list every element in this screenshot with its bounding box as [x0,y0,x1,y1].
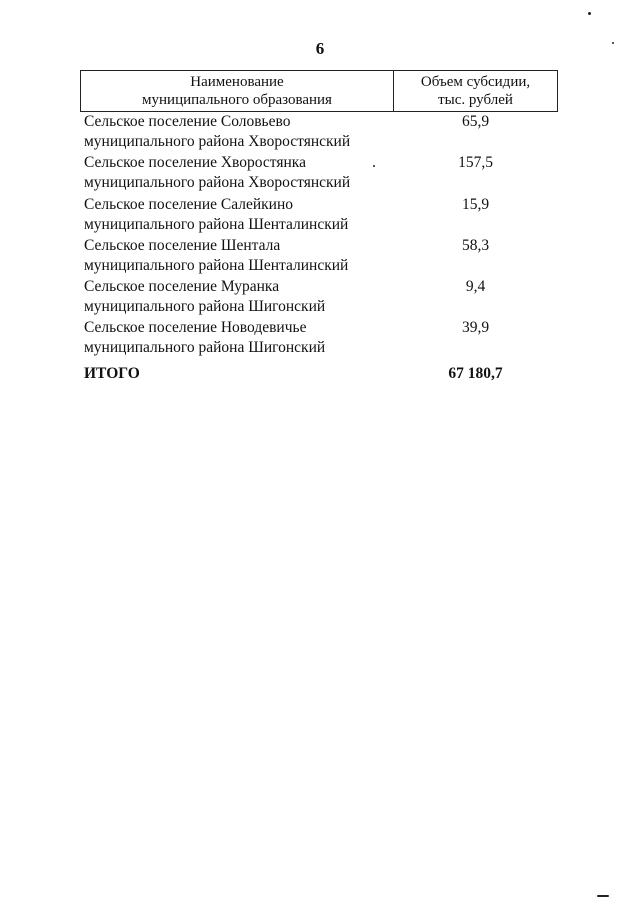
municipality-line2: муниципального района Шигонский [84,298,326,316]
table-row [80,236,558,277]
municipality-line2: муниципального района Шенталинский [84,215,349,233]
table-row [80,195,558,236]
total-value: 67 180,7 [448,364,503,382]
subsidy-value-cell: 157,5 [458,154,493,172]
subsidy-value-cell: 9,4 [465,278,486,296]
municipality-line1: Сельское поселение Хворостянка [84,154,306,172]
municipality-cell [80,112,393,153]
municipality-line2: муниципального района Шенталинский [84,256,349,274]
municipality-line1: Сельское поселение Новодевичье [84,319,307,337]
total-label: ИТОГО [84,364,140,382]
municipality-cell [80,318,393,359]
table-row [80,153,558,194]
table-row [80,277,558,318]
municipality-line1: Сельское поселение Шентала [84,236,281,254]
municipality-line2: муниципального района Хворостянский [84,133,351,150]
municipality-cell [80,195,393,236]
header-value-line1: Объем субсидии, [420,74,531,90]
table-body [80,112,558,360]
municipality-cell [80,153,393,194]
page-number: 6 [315,39,325,58]
scan-speck [612,42,614,44]
header-name-line1: Наименование [190,74,284,90]
subsidy-value-cell: 58,3 [461,236,490,254]
subsidy-table [80,70,558,385]
subsidy-value-cell: 65,9 [461,113,490,130]
table-row [80,318,558,359]
total-row [80,363,558,385]
scan-speck [588,12,591,15]
header-municipality [81,71,394,111]
municipality-line1: Сельское поселение Салейкино [84,195,294,213]
header-value-line2: тыс. рублей [438,92,513,108]
subsidy-value-cell: 39,9 [461,319,490,337]
scan-speck [597,895,609,897]
header-name-line2: муниципального образования [142,92,332,108]
scan-speck [373,165,375,167]
header-subsidy-volume [394,71,557,111]
municipality-line2: муниципального района Шигонский [84,339,326,357]
municipality-cell [80,277,393,318]
subsidy-value-cell: 15,9 [461,195,490,213]
table-header [80,70,558,112]
municipality-line1: Сельское поселение Соловьево [84,113,291,130]
municipality-line2: муниципального района Хворостянский [84,174,351,192]
table-row [80,112,558,153]
municipality-line1: Сельское поселение Муранка [84,278,280,296]
municipality-cell [80,236,393,277]
